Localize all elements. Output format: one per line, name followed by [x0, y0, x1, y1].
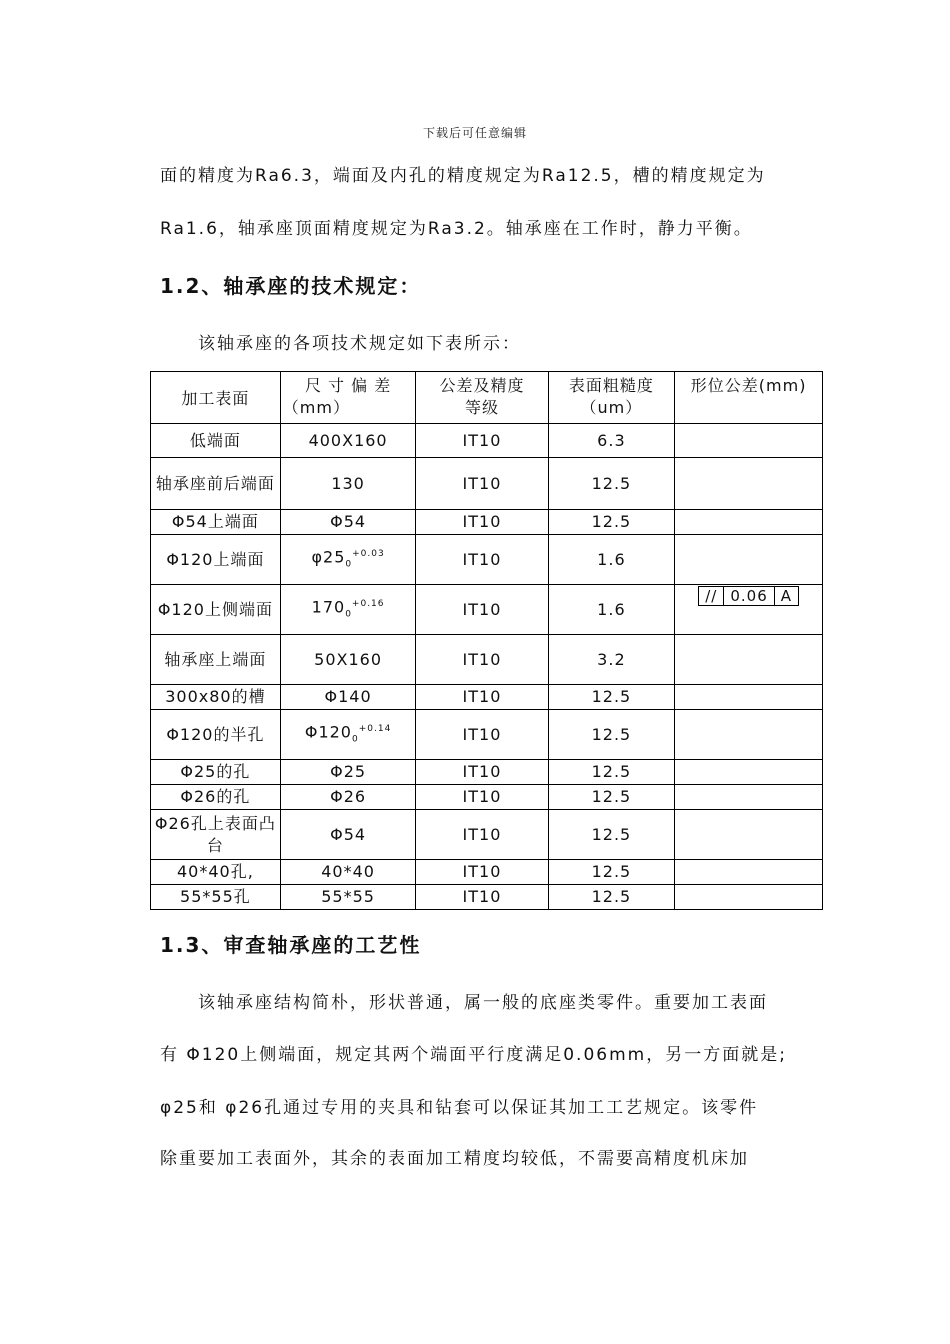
- cell-grade: IT10: [416, 685, 548, 710]
- cell-surface: 55*55孔: [151, 885, 281, 910]
- paragraph-line: 有 Φ120上侧端面，规定其两个端面平行度满足0.06mm，另一方面就是;: [160, 1045, 787, 1065]
- cell-roughness: 12.5: [548, 885, 675, 910]
- cell-surface: Φ54上端面: [151, 510, 281, 535]
- cell-dimension: 50X160: [280, 635, 416, 685]
- cell-dimension: Φ140: [280, 685, 416, 710]
- cell-roughness: 1.6: [548, 585, 675, 635]
- cell-dimension: 130: [280, 458, 416, 510]
- cell-surface: 300x80的槽: [151, 685, 281, 710]
- cell-form: [675, 535, 823, 585]
- cell-form: [675, 760, 823, 785]
- cell-dimension: 400X160: [280, 424, 416, 458]
- table-row: [151, 860, 823, 885]
- cell-surface: Φ120上端面: [151, 535, 281, 585]
- cell-roughness: 12.5: [548, 810, 675, 860]
- cell-dimension: Φ25: [280, 760, 416, 785]
- spec-table: [150, 371, 823, 910]
- cell-roughness: 12.5: [548, 685, 675, 710]
- header-grade: 公差及精度 等级: [416, 372, 548, 424]
- table-row: [151, 810, 823, 860]
- cell-form: [675, 710, 823, 760]
- table-row: [151, 785, 823, 810]
- table-intro: 该轴承座的各项技术规定如下表所示：: [198, 334, 521, 354]
- table-row: [151, 685, 823, 710]
- cell-surface: Φ120的半孔: [151, 710, 281, 760]
- cell-roughness: 3.2: [548, 635, 675, 685]
- cell-dimension: Φ54: [280, 810, 416, 860]
- cell-form: [675, 885, 823, 910]
- cell-form: [675, 458, 823, 510]
- cell-dimension: $\varphi 25_0^{+0.03}$: [280, 535, 416, 585]
- cell-surface: Φ26的孔: [151, 785, 281, 810]
- cell-roughness: 1.6: [548, 535, 675, 585]
- paragraph-line: φ25和 φ26孔通过专用的夹具和钻套可以保证其加工工艺规定。该零件: [160, 1098, 759, 1118]
- cell-form: [675, 424, 823, 458]
- cell-surface: 轴承座前后端面: [151, 458, 281, 510]
- paragraph-line: Ra1.6，轴承座顶面精度规定为Ra3.2。轴承座在工作时，静力平衡。: [160, 219, 753, 239]
- section-heading-1-2: 1.2、轴承座的技术规定：: [160, 274, 422, 298]
- cell-grade: IT10: [416, 710, 548, 760]
- cell-grade: IT10: [416, 885, 548, 910]
- table-row: [151, 424, 823, 458]
- cell-form: [675, 785, 823, 810]
- cell-grade: IT10: [416, 535, 548, 585]
- paragraph-line: 该轴承座结构简朴，形状普通，属一般的底座类零件。重要加工表面: [198, 993, 768, 1013]
- paragraph-line: 面的精度为Ra6.3，端面及内孔的精度规定为Ra12.5，槽的精度规定为: [160, 166, 766, 186]
- cell-surface: Φ25的孔: [151, 760, 281, 785]
- page-header: 下载后可任意编辑: [422, 126, 527, 140]
- header-form-tolerance: 形位公差(mm): [675, 372, 823, 424]
- cell-dimension: 40*40: [280, 860, 416, 885]
- cell-roughness: 12.5: [548, 710, 675, 760]
- cell-form: [675, 585, 823, 635]
- cell-roughness: 12.5: [548, 760, 675, 785]
- table-row: [151, 458, 823, 510]
- cell-surface: Φ26孔上表面凸台: [151, 810, 281, 860]
- tolerance-value: 0.06: [724, 587, 774, 605]
- parallelism-symbol: //: [699, 587, 724, 605]
- cell-form: [675, 860, 823, 885]
- table-row: [151, 510, 823, 535]
- cell-dimension: $170_0^{+0.16}$: [280, 585, 416, 635]
- cell-roughness: 12.5: [548, 785, 675, 810]
- cell-grade: IT10: [416, 760, 548, 785]
- cell-dimension: Φ54: [280, 510, 416, 535]
- cell-grade: IT10: [416, 785, 548, 810]
- cell-grade: IT10: [416, 635, 548, 685]
- cell-form: [675, 635, 823, 685]
- cell-grade: IT10: [416, 424, 548, 458]
- cell-dimension: $\Phi 120_0^{+0.14}$: [280, 710, 416, 760]
- cell-surface: 低端面: [151, 424, 281, 458]
- cell-roughness: 12.5: [548, 458, 675, 510]
- cell-surface: 轴承座上端面: [151, 635, 281, 685]
- cell-dimension: Φ26: [280, 785, 416, 810]
- table-row: [151, 585, 823, 635]
- cell-grade: IT10: [416, 585, 548, 635]
- cell-form: [675, 685, 823, 710]
- header-surface: 加工表面: [151, 372, 281, 424]
- cell-grade: IT10: [416, 510, 548, 535]
- table-row: [151, 885, 823, 910]
- table-row: [151, 710, 823, 760]
- cell-surface: Φ120上侧端面: [151, 585, 281, 635]
- cell-surface: 40*40孔,: [151, 860, 281, 885]
- datum-reference: A: [780, 587, 793, 605]
- cell-grade: IT10: [416, 810, 548, 860]
- tolerance-frame: [698, 586, 799, 606]
- table-row: [151, 635, 823, 685]
- cell-form: [675, 510, 823, 535]
- cell-roughness: 12.5: [548, 510, 675, 535]
- cell-form: [675, 810, 823, 860]
- cell-grade: IT10: [416, 458, 548, 510]
- cell-roughness: 6.3: [548, 424, 675, 458]
- table-row: [151, 535, 823, 585]
- cell-dimension: 55*55: [280, 885, 416, 910]
- cell-grade: IT10: [416, 860, 548, 885]
- cell-roughness: 12.5: [548, 860, 675, 885]
- paragraph-line: 除重要加工表面外，其余的表面加工精度均较低，不需要高精度机床加: [160, 1149, 749, 1169]
- header-roughness: 表面粗糙度 （um）: [548, 372, 675, 424]
- section-heading-1-3: 1.3、审查轴承座的工艺性: [160, 933, 422, 957]
- table-row: [151, 760, 823, 785]
- header-dimension: 尺 寸 偏 差 （mm）: [280, 372, 416, 424]
- table-header-row: [151, 372, 823, 424]
